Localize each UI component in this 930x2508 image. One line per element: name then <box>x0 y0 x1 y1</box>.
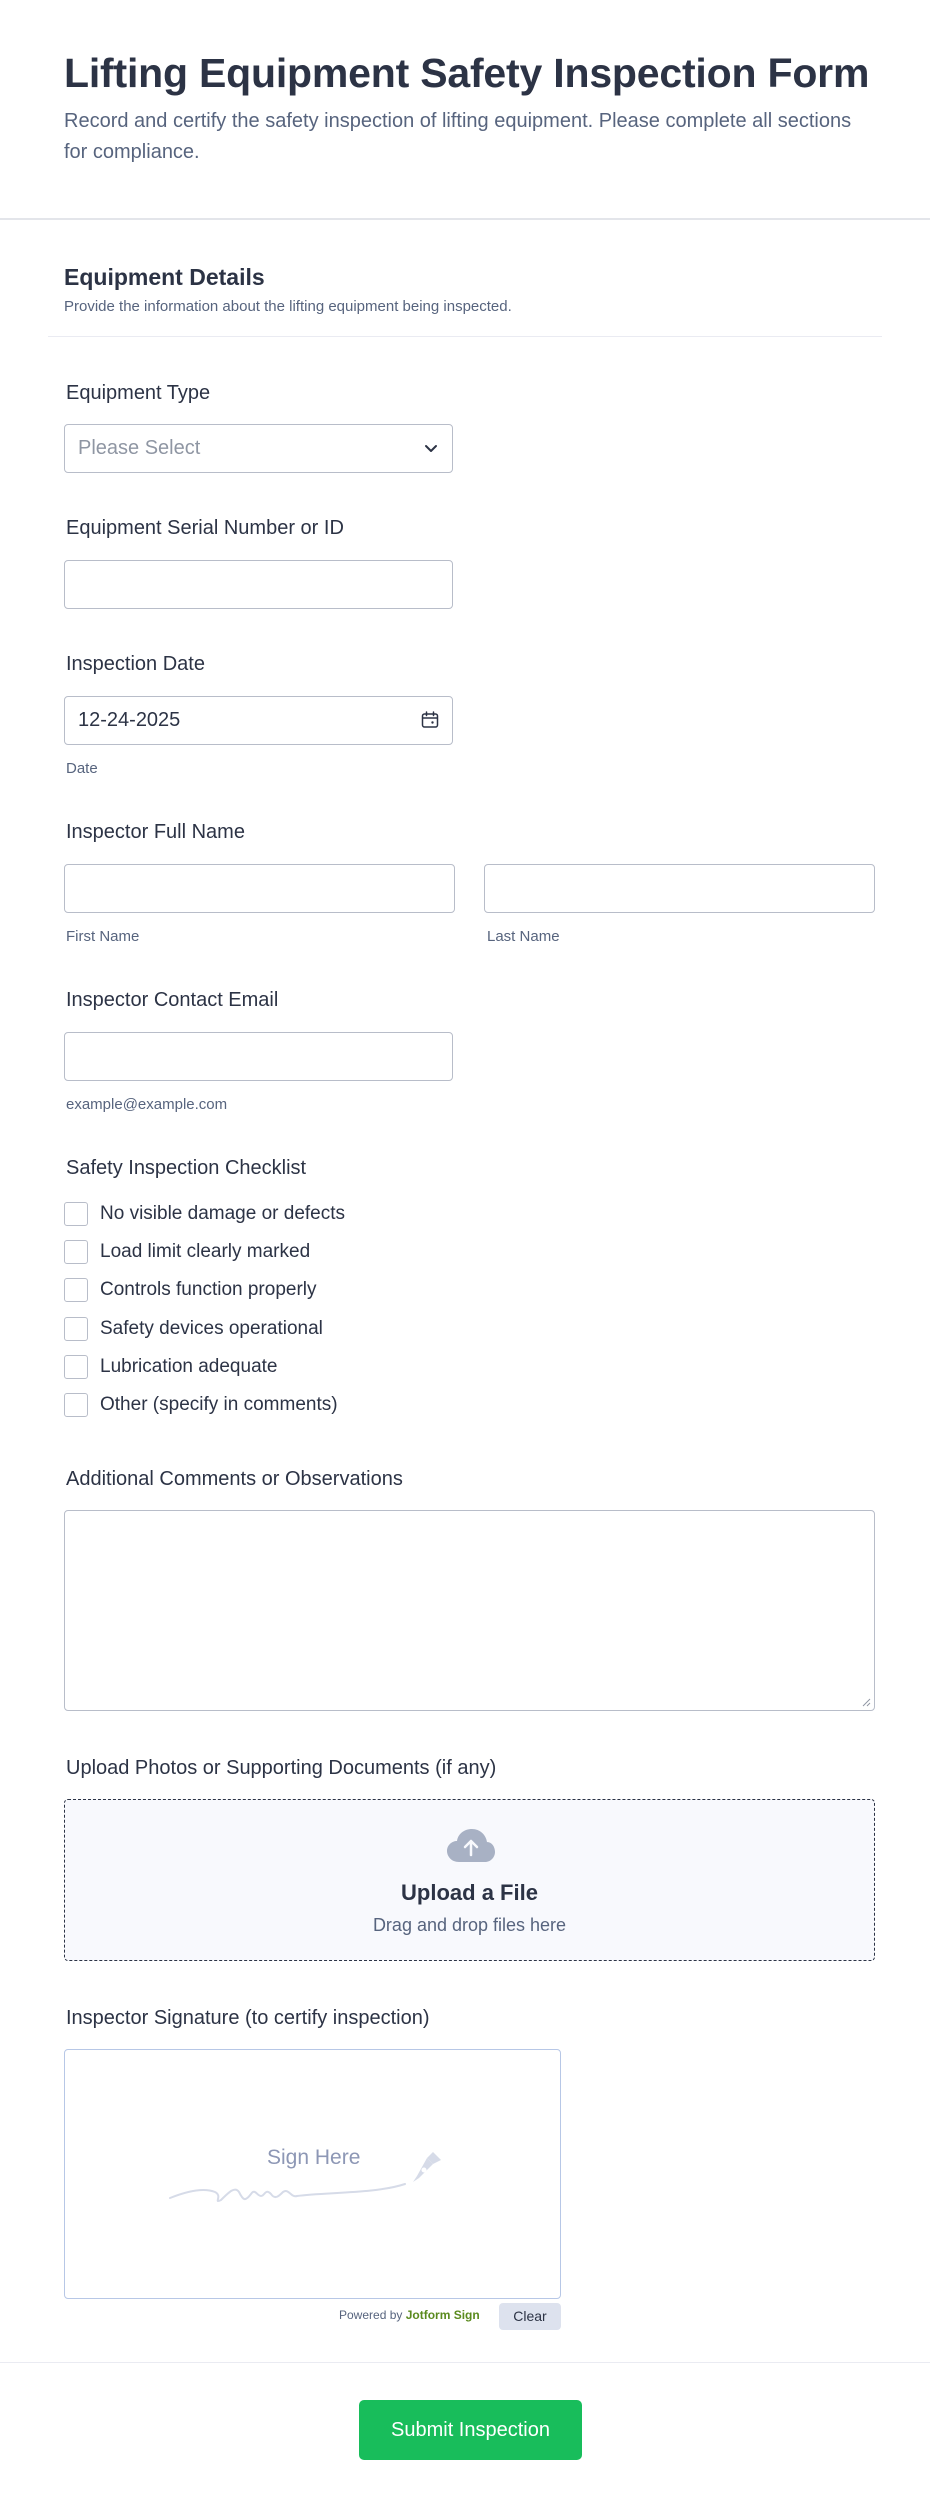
first-name-sublabel: First Name <box>66 928 140 945</box>
upload-subtitle: Drag and drop files here <box>372 1915 567 1935</box>
section-divider <box>48 336 882 337</box>
checklist-item-label: No visible damage or defects <box>100 1203 346 1224</box>
inspector-name-label: Inspector Full Name <box>66 821 245 843</box>
serial-label: Equipment Serial Number or ID <box>66 517 344 539</box>
clear-signature-button[interactable]: Clear <box>499 2303 561 2330</box>
chevron-down-icon <box>422 439 440 457</box>
upload-title: Upload a File <box>401 1880 538 1905</box>
checkbox[interactable] <box>64 1278 88 1302</box>
inspection-date-input[interactable] <box>64 696 453 745</box>
checklist-item-label: Other (specify in comments) <box>100 1394 338 1415</box>
powered-prefix: Powered by <box>339 2308 403 2322</box>
checklist-item[interactable] <box>64 1354 277 1380</box>
comments-textarea[interactable] <box>64 1510 875 1711</box>
equipment-type-label: Equipment Type <box>66 382 211 404</box>
checklist-item[interactable] <box>64 1239 310 1265</box>
section-subtitle: Provide the information about the lifting equipment being inspected. <box>64 298 512 315</box>
email-input[interactable] <box>64 1032 453 1081</box>
comments-label: Additional Comments or Observations <box>66 1468 403 1490</box>
inspection-date-label: Inspection Date <box>66 653 205 675</box>
equipment-type-placeholder: Please Select <box>78 437 201 459</box>
checklist-item[interactable] <box>64 1277 317 1303</box>
checkbox[interactable] <box>64 1317 88 1341</box>
last-name-sublabel: Last Name <box>487 928 560 945</box>
signature-placeholder: Sign Here <box>267 2146 361 2169</box>
powered-brand[interactable]: Jotform Sign <box>405 2308 480 2322</box>
page-subtitle: Record and certify the safety inspection of lifting equipment. Please complete all sections for compliance. <box>64 110 852 163</box>
signature-pad[interactable] <box>64 2049 561 2299</box>
file-upload-dropzone[interactable] <box>64 1799 875 1961</box>
serial-input[interactable] <box>64 560 453 609</box>
inspection-date-value: 12-24-2025 <box>78 709 181 731</box>
cloud-upload-icon <box>445 1826 497 1866</box>
email-sublabel: example@example.com <box>66 1096 228 1113</box>
submit-button[interactable]: Submit Inspection <box>359 2400 582 2460</box>
checklist-item-label: Load limit clearly marked <box>100 1241 311 1262</box>
email-label: Inspector Contact Email <box>66 989 279 1011</box>
checkbox[interactable] <box>64 1202 88 1226</box>
inspection-date-sublabel: Date <box>66 760 98 777</box>
powered-by <box>339 2308 480 2322</box>
checklist-item[interactable] <box>64 1316 323 1342</box>
signature-label: Inspector Signature (to certify inspection) <box>66 2007 430 2029</box>
calendar-icon[interactable] <box>420 710 440 730</box>
page-title: Lifting Equipment Safety Inspection Form <box>64 50 870 96</box>
checklist-item-label: Controls function properly <box>100 1279 317 1300</box>
checkbox[interactable] <box>64 1240 88 1264</box>
checkbox[interactable] <box>64 1355 88 1379</box>
last-name-input[interactable] <box>484 864 875 913</box>
resize-grip-icon[interactable] <box>861 1697 871 1707</box>
footer-divider <box>0 2362 930 2363</box>
checklist-item[interactable] <box>64 1201 345 1227</box>
checklist-item-label: Safety devices operational <box>100 1318 323 1339</box>
section-title: Equipment Details <box>64 264 265 290</box>
checklist-label: Safety Inspection Checklist <box>66 1157 307 1179</box>
upload-label: Upload Photos or Supporting Documents (if any) <box>66 1757 497 1779</box>
checklist-item-label: Lubrication adequate <box>100 1356 278 1377</box>
first-name-input[interactable] <box>64 864 455 913</box>
checkbox[interactable] <box>64 1393 88 1417</box>
equipment-type-select[interactable] <box>64 424 453 473</box>
checklist-item[interactable] <box>64 1392 338 1418</box>
pen-nib-icon <box>409 2146 445 2184</box>
